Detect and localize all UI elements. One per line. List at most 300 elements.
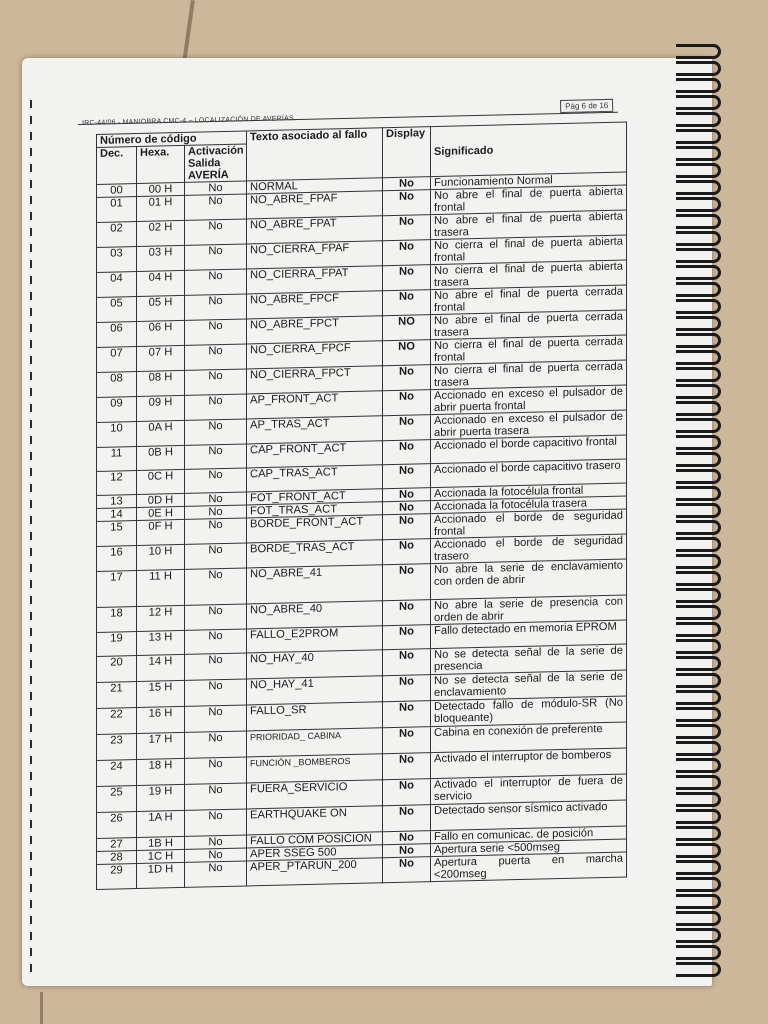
punch-mark [30,740,32,748]
dec-cell: 16 [97,546,137,572]
hex-cell: 15 H [137,680,185,707]
spiral-coil [676,537,721,552]
floor-seam [40,992,43,1024]
text-cell: NO_CIERRA_FPAF [247,241,383,269]
spiral-coil [676,622,721,637]
dec-cell: 17 [97,571,137,608]
hex-cell: 06 H [137,320,185,346]
spiral-coil [676,231,721,246]
hex-cell: 16 H [137,706,185,733]
hex-cell: 00 H [137,182,185,196]
hex-cell: 0D H [137,493,185,507]
meaning-cell: Detectado sensor sísmico activado [431,800,627,831]
meaning-cell: Accionada la fotocélula trasera [431,496,627,514]
hex-cell: 02 H [137,220,185,246]
punch-mark [30,404,32,412]
spiral-coil [676,469,721,484]
meaning-cell: Fallo detectado en memoria EPROM [431,620,627,649]
spiral-coil [676,928,721,943]
hex-cell: 0E H [137,506,185,520]
text-header: Texto asociado al fallo [247,128,383,181]
punch-mark [30,260,32,268]
punch-mark [30,420,32,428]
spiral-coil [676,401,721,416]
meaning-cell: No abre el final de puerta abierta trasera [431,210,627,240]
display-cell: No [383,600,431,626]
punch-mark [30,628,32,636]
meaning-cell: Apertura serie <500mseg [431,839,627,857]
display-cell: No [383,390,431,416]
punch-mark [30,692,32,700]
hex-cell: 1B H [137,836,185,850]
display-cell: No [383,675,431,702]
hex-cell: 03 H [137,245,185,271]
table-body [97,172,627,889]
spiral-coil [676,758,721,773]
text-cell: FUNCIÓN _BOMBEROS [247,754,383,783]
display-cell: No [383,857,431,883]
spiral-coil [676,724,721,739]
spiral-coil [676,129,721,144]
page-number: Pág 6 de 16 [560,99,613,113]
activation-cell: No [185,394,247,420]
display-cell: No [383,727,431,754]
punch-mark [30,356,32,364]
display-cell: No [383,753,431,780]
text-cell: CAP_FRONT_ACT [247,441,383,468]
display-cell: No [383,779,431,806]
punch-mark [30,324,32,332]
spiral-coil [676,44,721,59]
punch-mark [30,724,32,732]
dec-cell: 11 [97,447,137,472]
meaning-cell: No abre el final de puerta abierta frontal [431,185,627,215]
text-cell: NO_CIERRA_FPCT [247,366,383,394]
display-cell: No [383,265,431,291]
punch-mark [30,756,32,764]
display-cell: No [383,701,431,728]
spiral-coil [676,571,721,586]
dec-cell: 07 [97,347,137,373]
punch-mark [30,244,32,252]
punch-mark [30,564,32,572]
activation-cell: No [185,861,247,887]
spiral-coil [676,350,721,365]
text-cell: NO_CIERRA_FPAT [247,266,383,294]
spiral-coil [676,78,721,93]
dec-cell: 23 [97,734,137,761]
activation-cell: No [185,194,247,220]
spiral-coil [676,962,721,977]
hex-cell: 08 H [137,370,185,396]
meaning-cell: Accionada la fotocélula frontal [431,483,627,501]
punch-mark [30,804,32,812]
activation-cell: No [185,344,247,370]
spiral-coil [676,809,721,824]
meaning-cell: No abre el final de puerta cerrada frontal [431,285,627,315]
spiral-coil [676,61,721,76]
punch-mark [30,388,32,396]
dec-cell: 29 [97,864,137,890]
punch-mark [30,484,32,492]
spiral-coil [676,163,721,178]
meaning-cell: Accionado el borde capacitivo frontal [431,435,627,464]
spiral-coil [676,792,721,807]
meaning-cell: No abre la serie de enclavamiento con orden de abrir [431,559,627,600]
text-cell: NO_CIERRA_FPCF [247,341,383,369]
spiral-coil [676,860,721,875]
display-cell: NO [383,340,431,366]
display-cell: No [383,539,431,565]
meaning-cell: No abre la serie de presencia con orden de abrir [431,595,627,625]
spiral-coil [676,605,721,620]
spiral-coil [676,95,721,110]
activation-cell: No [185,848,247,862]
display-cell: No [383,501,431,515]
activation-cell: No [185,679,247,706]
text-cell: CAP_TRAS_ACT [247,465,383,492]
punch-mark [30,212,32,220]
punch-mark [30,772,32,780]
display-cell: NO [383,315,431,341]
hex-cell: 1C H [137,849,185,863]
punch-mark [30,308,32,316]
activation-cell: No [185,419,247,445]
punch-mark [30,596,32,604]
spiral-coil [676,146,721,161]
text-cell: NO_ABRE_41 [247,565,383,604]
text-cell: NO_HAY_40 [247,650,383,679]
display-cell: No [383,190,431,216]
meaning-cell: No cierra el final de puerta abierta frontal [431,235,627,265]
meaning-cell: No cierra el final de puerta cerrada frontal [431,335,627,365]
text-cell: NO_ABRE_FPAF [247,191,383,219]
hex-cell: 10 H [137,544,185,570]
dec-cell: 19 [97,632,137,657]
meaning-cell: Detectado fallo de módulo-SR (No bloqueante) [431,696,627,727]
dec-cell: 15 [97,521,137,547]
hex-cell: 0F H [137,519,185,545]
activation-cell: No [185,244,247,270]
spiral-coil [676,316,721,331]
activation-header: Activación Salida AVERÍA [185,144,247,182]
activation-cell: No [185,518,247,544]
spiral-coil [676,673,721,688]
dec-cell: 05 [97,297,137,323]
activation-cell: No [185,468,247,493]
hex-cell: 14 H [137,654,185,681]
spiral-coil [676,418,721,433]
meaning-cell: Apertura puerta en marcha <200mseg [431,852,627,882]
spiral-coil [676,826,721,841]
spiral-coil [676,384,721,399]
punch-mark [30,932,32,940]
meaning-cell: No cierra el final de puerta cerrada trasera [431,360,627,390]
spiral-coil [676,588,721,603]
punch-mark [30,644,32,652]
dec-cell: 21 [97,682,137,709]
punch-mark [30,884,32,892]
display-cell: No [383,805,431,832]
hex-cell: 0C H [137,469,185,494]
dec-cell: 24 [97,760,137,787]
text-cell: NO_ABRE_FPAT [247,216,383,244]
spiral-coil [676,554,721,569]
dec-cell: 02 [97,222,137,248]
display-cell: No [383,831,431,845]
punch-mark [30,964,32,972]
punch-mark [30,292,32,300]
spiral-coil [676,707,721,722]
meaning-cell: Accionado el borde capacitivo trasero [431,459,627,488]
spiral-coil [676,180,721,195]
meaning-cell: Cabina en conexión de preferente [431,722,627,753]
meaning-cell: No abre el final de puerta cerrada trasera [431,310,627,340]
spiral-coil [676,248,721,263]
hex-cell: 12 H [137,605,185,631]
code-number-header: Número de código [97,131,247,148]
meaning-cell: Accionado el borde de seguridad trasero [431,534,627,564]
activation-cell: No [185,543,247,569]
hex-cell: 05 H [137,295,185,321]
dec-cell: 22 [97,708,137,735]
dec-cell: 01 [97,197,137,223]
text-cell: FOT_FRONT_ACT [247,489,383,505]
dec-cell: 26 [97,812,137,839]
display-cell: No [383,625,431,650]
text-cell: AP_FRONT_ACT [247,391,383,419]
punch-mark [30,148,32,156]
spiral-coil [676,877,721,892]
display-cell: No [383,464,431,489]
spiral-coil [676,197,721,212]
hex-cell: 0A H [137,420,185,446]
activation-cell: No [185,705,247,732]
hexa-header: Hexa. [137,145,185,183]
dec-cell: 28 [97,851,137,865]
hex-cell: 18 H [137,758,185,785]
dec-cell: 08 [97,372,137,398]
display-cell: No [383,564,431,601]
activation-cell: No [185,369,247,395]
spiral-coil [676,656,721,671]
spiral-coil [676,265,721,280]
dec-cell: 20 [97,656,137,683]
hex-cell: 09 H [137,395,185,421]
punch-mark [30,276,32,284]
display-cell: No [383,514,431,540]
spiral-coil [676,741,721,756]
text-cell: NO_ABRE_FPCF [247,291,383,319]
meaning-cell: Activado el interruptor de fuera de servicio [431,774,627,805]
punch-mark [30,196,32,204]
activation-cell: No [185,181,247,195]
meaning-cell: No se detecta señal de la serie de enclavamiento [431,670,627,701]
hex-cell: 0B H [137,445,185,470]
punch-mark [30,116,32,124]
activation-cell: No [185,269,247,295]
display-cell: No [383,440,431,465]
punch-mark [30,548,32,556]
punch-mark [30,852,32,860]
punch-mark [30,532,32,540]
dec-header: Dec. [97,147,137,185]
display-cell: No [383,844,431,858]
text-cell: NO_HAY_41 [247,676,383,705]
activation-cell: No [185,809,247,836]
text-cell: NO_ABRE_FPCT [247,316,383,344]
display-cell: No [383,177,431,191]
dec-cell: 06 [97,322,137,348]
punch-mark [30,340,32,348]
hex-cell: 07 H [137,345,185,371]
activation-cell: No [185,219,247,245]
punch-mark [30,916,32,924]
text-cell: APER_PTARUN_200 [247,858,383,886]
punch-mark [30,948,32,956]
punch-mark [30,180,32,188]
activation-cell: No [185,505,247,519]
meaning-cell: Fallo en comunicac. de posición [431,826,627,844]
display-cell: No [383,290,431,316]
dec-cell: 27 [97,838,137,852]
punch-mark [30,372,32,380]
meaning-header: Significado [431,122,627,177]
text-cell: FUERA_SERVICIO [247,780,383,809]
activation-cell: No [185,783,247,810]
punch-mark [30,468,32,476]
activation-cell: No [185,492,247,506]
punch-mark [30,612,32,620]
spiral-coil [676,945,721,960]
punch-mark [30,516,32,524]
dec-cell: 12 [97,471,137,496]
punch-mark [30,228,32,236]
spiral-coil [676,452,721,467]
spiral-coil [676,367,721,382]
hex-cell: 1D H [137,862,185,888]
spiral-coil [676,690,721,705]
dec-cell: 04 [97,272,137,298]
activation-cell: No [185,568,247,605]
punch-mark [30,500,32,508]
spiral-coil [676,486,721,501]
punch-mark [30,452,32,460]
display-cell: No [383,415,431,441]
spiral-coil [676,775,721,790]
dec-cell: 25 [97,786,137,813]
hex-cell: 19 H [137,784,185,811]
spiral-coil [676,435,721,450]
punch-mark [30,436,32,444]
spiral-coil [676,214,721,229]
punch-mark [30,836,32,844]
activation-cell: No [185,604,247,630]
hex-cell: 11 H [137,569,185,606]
dec-cell: 03 [97,247,137,273]
display-cell: No [383,649,431,676]
punch-mark [30,164,32,172]
meaning-cell: No cierra el final de puerta abierta trasera [431,260,627,290]
punch-mark [30,132,32,140]
spiral-coil [676,112,721,127]
meaning-cell: Accionado en exceso el pulsador de abrir puerta trasera [431,410,627,440]
dec-cell: 18 [97,607,137,633]
activation-cell: No [185,835,247,849]
activation-cell: No [185,653,247,680]
activation-cell: No [185,757,247,784]
spiral-coil [676,299,721,314]
activation-cell: No [185,731,247,758]
meaning-cell: Activado el interruptor de bomberos [431,748,627,779]
display-header: Display [383,127,431,178]
activation-cell: No [185,294,247,320]
spiral-coil [676,333,721,348]
display-cell: No [383,215,431,241]
hex-cell: 1A H [137,810,185,837]
text-cell: AP_TRAS_ACT [247,416,383,444]
document-header: IRC-44/06 - MANIOBRA CMC-4 – LOCALIZACIÓN DE AVERÍAS. [82,115,297,127]
hex-cell: 04 H [137,270,185,296]
spiral-coil [676,894,721,909]
meaning-cell: Funcionamiento Normal [431,172,627,190]
text-cell: PRIORIDAD_ CABINA [247,728,383,757]
dec-cell: 13 [97,495,137,509]
display-cell: No [383,365,431,391]
hex-cell: 17 H [137,732,185,759]
hex-cell: 13 H [137,630,185,655]
meaning-cell: Accionado en exceso el pulsador de abrir puerta frontal [431,385,627,415]
text-cell: FALLO_SR [247,702,383,731]
punch-mark [30,580,32,588]
dec-cell: 09 [97,397,137,423]
punch-mark [30,660,32,668]
spiral-coil [676,520,721,535]
text-cell: APER SSEG 500 [247,845,383,861]
meaning-cell: No se detecta señal de la serie de presencia [431,644,627,675]
dec-cell: 10 [97,422,137,448]
text-cell: BORDE_FRONT_ACT [247,515,383,543]
punch-mark [30,820,32,828]
activation-cell: No [185,444,247,469]
text-cell: EARTHQUAKE ON [247,806,383,835]
text-cell: FALLO COM POSICION [247,832,383,848]
punch-mark [30,100,32,108]
punch-mark [30,900,32,908]
spiral-coil [676,843,721,858]
punch-mark [30,868,32,876]
punch-mark [30,676,32,684]
meaning-cell: Accionado el borde de seguridad frontal [431,509,627,539]
fault-code-table [96,121,627,890]
spiral-coil [676,639,721,654]
activation-cell: No [185,319,247,345]
display-cell: No [383,240,431,266]
text-cell: NO_ABRE_40 [247,601,383,629]
activation-cell: No [185,629,247,654]
dec-cell: 00 [97,184,137,198]
display-cell: No [383,488,431,502]
text-cell: BORDE_TRAS_ACT [247,540,383,568]
punch-mark [30,708,32,716]
text-cell: NORMAL [247,178,383,194]
text-cell: FOT_TRAS_ACT [247,502,383,518]
spiral-coil [676,282,721,297]
hex-cell: 01 H [137,195,185,221]
spiral-coil [676,503,721,518]
text-cell: FALLO_E2PROM [247,626,383,653]
spiral-coil [676,911,721,926]
